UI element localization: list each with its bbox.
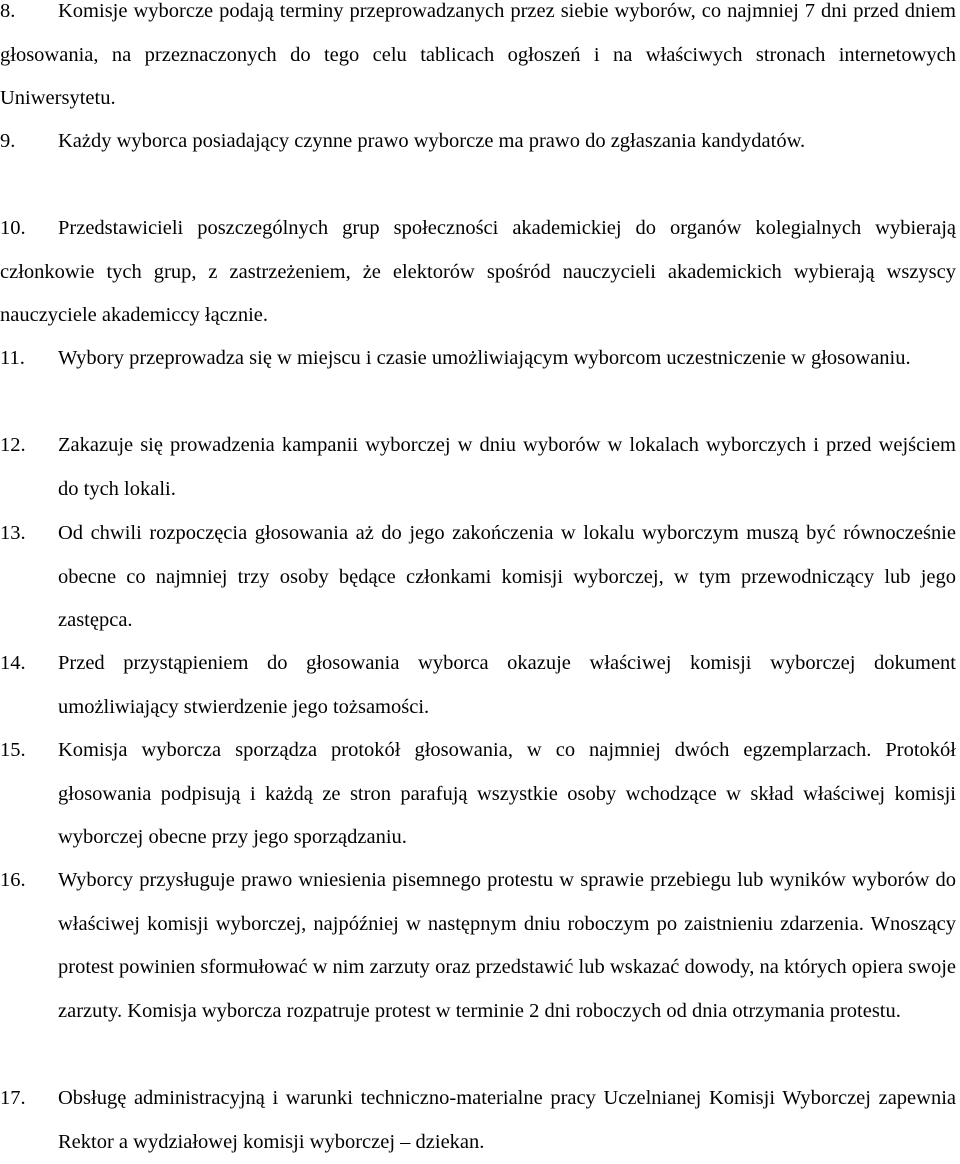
list-item-15 (0, 729, 956, 860)
item-text: Wybory przeprowadza się w miejscu i czasie umożliwiającym wyborcom uczestniczenie w głosowaniu. (58, 347, 911, 369)
item-number: 11. (0, 347, 25, 369)
item-text: Obsługę administracyjną i warunki techniczno-materialne pracy Uczelnianej Komisji Wyborczej zapewnia Rektor a wydziałowej komisji wyborczej – dziekan. (58, 1087, 956, 1153)
item-text: Przedstawicieli poszczególnych grup społeczności akademickiej do organów kolegialnych wybierają członkowie tych grup, z zastrzeżeniem, że elektorów spośród nauczycieli akademickich wybierają wszyscy nauczyciele akademiccy łącznie. (0, 217, 956, 326)
list-item-17 (0, 1077, 956, 1164)
item-number: 10. (0, 217, 26, 239)
item-text: Komisje wyborcze podają terminy przeprowadzanych przez siebie wyborów, co najmniej 7 dni przed dniem głosowania, na przeznaczonych do tego celu tablicach ogłoszeń i na właściwych stronach internetowych Uniwersytetu. (0, 0, 956, 109)
item-number: 17. (0, 1087, 26, 1109)
list-item-8 (0, 0, 956, 121)
item-text: Wyborcy przysługuje prawo wniesienia pisemnego protestu w sprawie przebiegu lub wyników wyborów do właściwej komisji wyborczej, najpóźniej w następnym dniu roboczym po zaistnieniu zdarzenia. Wnoszący protest powinien sformułować w nim zarzuty oraz przedstawić lub wskazać dowody, na których opiera swoje zarzuty. Komisja wyborcza rozpatruje protest w terminie 2 dni roboczych od dnia otrzymania protestu. (58, 869, 956, 1022)
item-number: 12. (0, 434, 26, 456)
list-item-14 (0, 642, 956, 729)
item-text: Każdy wyborca posiadający czynne prawo wyborcze ma prawo do zgłaszania kandydatów. (58, 130, 806, 152)
item-text: Zakazuje się prowadzenia kampanii wyborczej w dniu wyborów w lokalach wyborczych i przed wejściem do tych lokali. (58, 434, 956, 500)
list-item-16 (0, 859, 956, 1033)
item-number: 15. (0, 739, 26, 761)
item-text: Komisja wyborcza sporządza protokół głosowania, w co najmniej dwóch egzemplarzach. Protokół głosowania podpisują i każdą ze stron parafują wszystkie osoby wchodzące w skład właściwej komisji wyborczej obecne przy jego sporządzaniu. (58, 739, 956, 848)
list-item-12 (0, 424, 956, 511)
item-number: 13. (0, 522, 26, 544)
item-text: Przed przystąpieniem do głosowania wyborca okazuje właściwej komisji wyborczej dokument umożliwiający stwierdzenie jego tożsamości. (58, 652, 956, 718)
list-item-13 (0, 512, 956, 643)
list-item-9 (0, 120, 956, 164)
list-item-10 (0, 207, 956, 338)
item-number: 14. (0, 652, 26, 674)
list-item-11 (0, 337, 956, 381)
item-number: 16. (0, 869, 26, 891)
item-number: 8. (0, 0, 16, 22)
item-number: 9. (0, 130, 16, 152)
item-text: Od chwili rozpoczęcia głosowania aż do jego zakończenia w lokalu wyborczym muszą być równocześnie obecne co najmniej trzy osoby będące członkami komisji wyborczej, w tym przewodniczący lub jego zastępca. (58, 522, 956, 631)
